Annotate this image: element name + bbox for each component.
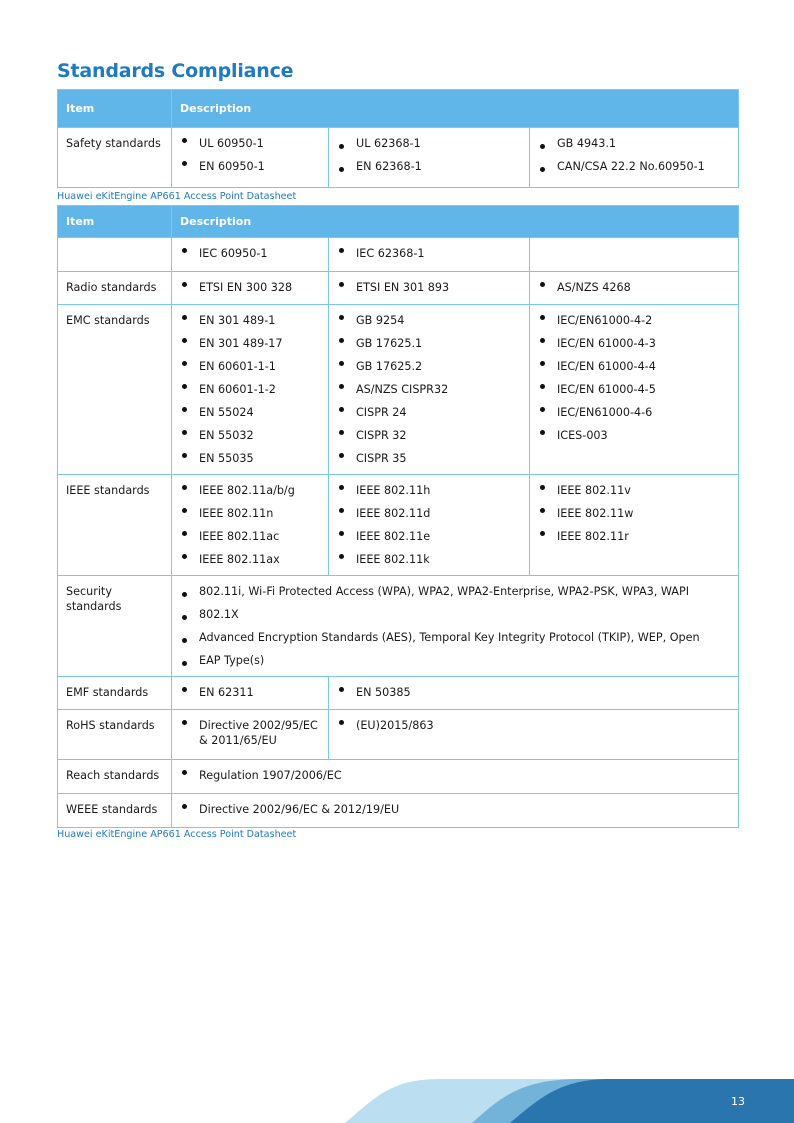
item-label: Safety standards xyxy=(58,128,172,188)
description-cell xyxy=(172,475,329,576)
list-item: EN 301 489-1 xyxy=(180,313,321,328)
list-item: IEEE 802.11d xyxy=(337,506,522,521)
list-item: EN 50385 xyxy=(337,685,731,700)
list-item: CAN/CSA 22.2 No.60950-1 xyxy=(538,159,731,174)
bullet-list xyxy=(180,768,731,783)
bullet-list xyxy=(337,313,522,466)
list-item: ETSI EN 301 893 xyxy=(337,280,522,295)
bullet-list xyxy=(180,246,321,261)
table-row xyxy=(58,305,739,475)
description-cell xyxy=(329,710,739,760)
item-label: IEEE standards xyxy=(58,475,172,576)
item-label: EMC standards xyxy=(58,305,172,475)
list-item: (EU)2015/863 xyxy=(337,718,731,733)
list-item: GB 17625.2 xyxy=(337,359,522,374)
description-cell xyxy=(530,475,739,576)
bullet-list xyxy=(180,718,321,748)
description-cell xyxy=(172,710,329,760)
description-cell xyxy=(530,272,739,305)
table-header-row xyxy=(58,90,739,128)
bullet-list xyxy=(538,483,731,544)
table-row xyxy=(58,794,739,828)
list-item: EAP Type(s) xyxy=(180,653,731,668)
description-cell xyxy=(530,305,739,475)
bullet-list xyxy=(180,483,321,567)
description-cell xyxy=(329,272,530,305)
table-row xyxy=(58,760,739,794)
list-item: GB 17625.1 xyxy=(337,336,522,351)
table-row xyxy=(58,475,739,576)
bullet-list xyxy=(180,584,731,668)
footer-wave-band xyxy=(0,1078,794,1123)
item-label xyxy=(58,238,172,272)
description-cell xyxy=(329,677,739,710)
list-item: Advanced Encryption Standards (AES), Temporal Key Integrity Protocol (TKIP), WEP, Open xyxy=(180,630,731,645)
list-item: IEEE 802.11h xyxy=(337,483,522,498)
list-item: IEEE 802.11ac xyxy=(180,529,321,544)
table-row xyxy=(58,576,739,677)
list-item: IEEE 802.11r xyxy=(538,529,731,544)
header-description: Description xyxy=(172,206,739,238)
list-item: ICES-003 xyxy=(538,428,731,443)
table-row xyxy=(58,128,739,188)
bullet-list xyxy=(538,136,731,174)
running-footer-label: Huawei eKitEngine AP661 Access Point Datasheet xyxy=(57,191,297,202)
description-cell xyxy=(172,305,329,475)
bullet-list xyxy=(180,313,321,466)
bullet-list xyxy=(538,280,731,295)
page-number: 13 xyxy=(731,1095,745,1108)
bullet-list xyxy=(337,136,522,174)
bullet-list xyxy=(337,685,731,700)
list-item: Directive 2002/96/EC & 2012/19/EU xyxy=(180,802,731,817)
table-row xyxy=(58,238,739,272)
table-row xyxy=(58,710,739,760)
list-item: EN 55032 xyxy=(180,428,321,443)
list-item: CISPR 35 xyxy=(337,451,522,466)
list-item: EN 55035 xyxy=(180,451,321,466)
list-item: GB 4943.1 xyxy=(538,136,731,151)
bullet-list xyxy=(337,718,731,733)
list-item: IEC/EN61000-4-6 xyxy=(538,405,731,420)
item-label: Reach standards xyxy=(58,760,172,794)
list-item: EN 60950-1 xyxy=(180,159,321,174)
description-cell xyxy=(329,238,530,272)
bullet-list xyxy=(180,136,321,174)
list-item: EN 62368-1 xyxy=(337,159,522,174)
item-label: Radio standards xyxy=(58,272,172,305)
list-item: EN 301 489-17 xyxy=(180,336,321,351)
bullet-list xyxy=(538,313,731,443)
description-cell xyxy=(172,128,329,188)
list-item: AS/NZS CISPR32 xyxy=(337,382,522,397)
list-item: UL 62368-1 xyxy=(337,136,522,151)
item-label: EMF standards xyxy=(58,677,172,710)
list-item: GB 9254 xyxy=(337,313,522,328)
list-item: EN 62311 xyxy=(180,685,321,700)
item-label: Security standards xyxy=(58,576,172,677)
list-item: Regulation 1907/2006/EC xyxy=(180,768,731,783)
description-cell xyxy=(172,238,329,272)
description-cell xyxy=(329,128,530,188)
list-item: IEEE 802.11w xyxy=(538,506,731,521)
header-item: Item xyxy=(58,90,172,128)
bullet-list xyxy=(337,280,522,295)
list-item: IEEE 802.11k xyxy=(337,552,522,567)
description-cell xyxy=(530,238,739,272)
bullet-list xyxy=(180,802,731,817)
item-label: WEEE standards xyxy=(58,794,172,828)
list-item: Directive 2002/95/EC & 2011/65/EU xyxy=(180,718,321,748)
standards-table-part-1 xyxy=(57,89,739,188)
list-item: IEC 62368-1 xyxy=(337,246,522,261)
item-label: RoHS standards xyxy=(58,710,172,760)
table-header-row xyxy=(58,206,739,238)
list-item: IEEE 802.11a/b/g xyxy=(180,483,321,498)
bullet-list xyxy=(337,483,522,567)
description-cell xyxy=(172,272,329,305)
list-item: IEC/EN 61000-4-4 xyxy=(538,359,731,374)
table-row xyxy=(58,677,739,710)
list-item: IEEE 802.11ax xyxy=(180,552,321,567)
table-row xyxy=(58,272,739,305)
list-item: IEC 60950-1 xyxy=(180,246,321,261)
page-title: Standards Compliance xyxy=(57,60,294,82)
list-item: IEEE 802.11n xyxy=(180,506,321,521)
list-item: EN 60601-1-2 xyxy=(180,382,321,397)
description-cell xyxy=(172,794,739,828)
list-item: IEC/EN 61000-4-5 xyxy=(538,382,731,397)
list-item: EN 55024 xyxy=(180,405,321,420)
list-item: UL 60950-1 xyxy=(180,136,321,151)
running-footer-label: Huawei eKitEngine AP661 Access Point Datasheet xyxy=(57,829,297,840)
list-item: 802.1X xyxy=(180,607,731,622)
description-cell xyxy=(172,677,329,710)
header-item: Item xyxy=(58,206,172,238)
list-item: CISPR 24 xyxy=(337,405,522,420)
standards-table-part-2 xyxy=(57,205,739,828)
description-cell xyxy=(530,128,739,188)
description-cell xyxy=(329,305,530,475)
description-cell xyxy=(172,760,739,794)
list-item: CISPR 32 xyxy=(337,428,522,443)
description-cell xyxy=(329,475,530,576)
header-description: Description xyxy=(172,90,739,128)
list-item: IEC/EN61000-4-2 xyxy=(538,313,731,328)
list-item: IEC/EN 61000-4-3 xyxy=(538,336,731,351)
list-item: IEEE 802.11e xyxy=(337,529,522,544)
list-item: IEEE 802.11v xyxy=(538,483,731,498)
list-item: ETSI EN 300 328 xyxy=(180,280,321,295)
list-item: 802.11i, Wi-Fi Protected Access (WPA), WPA2, WPA2-Enterprise, WPA2-PSK, WPA3, WAPI xyxy=(180,584,731,599)
bullet-list xyxy=(180,685,321,700)
bullet-list xyxy=(180,280,321,295)
list-item: EN 60601-1-1 xyxy=(180,359,321,374)
bullet-list xyxy=(337,246,522,261)
description-cell xyxy=(172,576,739,677)
list-item: AS/NZS 4268 xyxy=(538,280,731,295)
